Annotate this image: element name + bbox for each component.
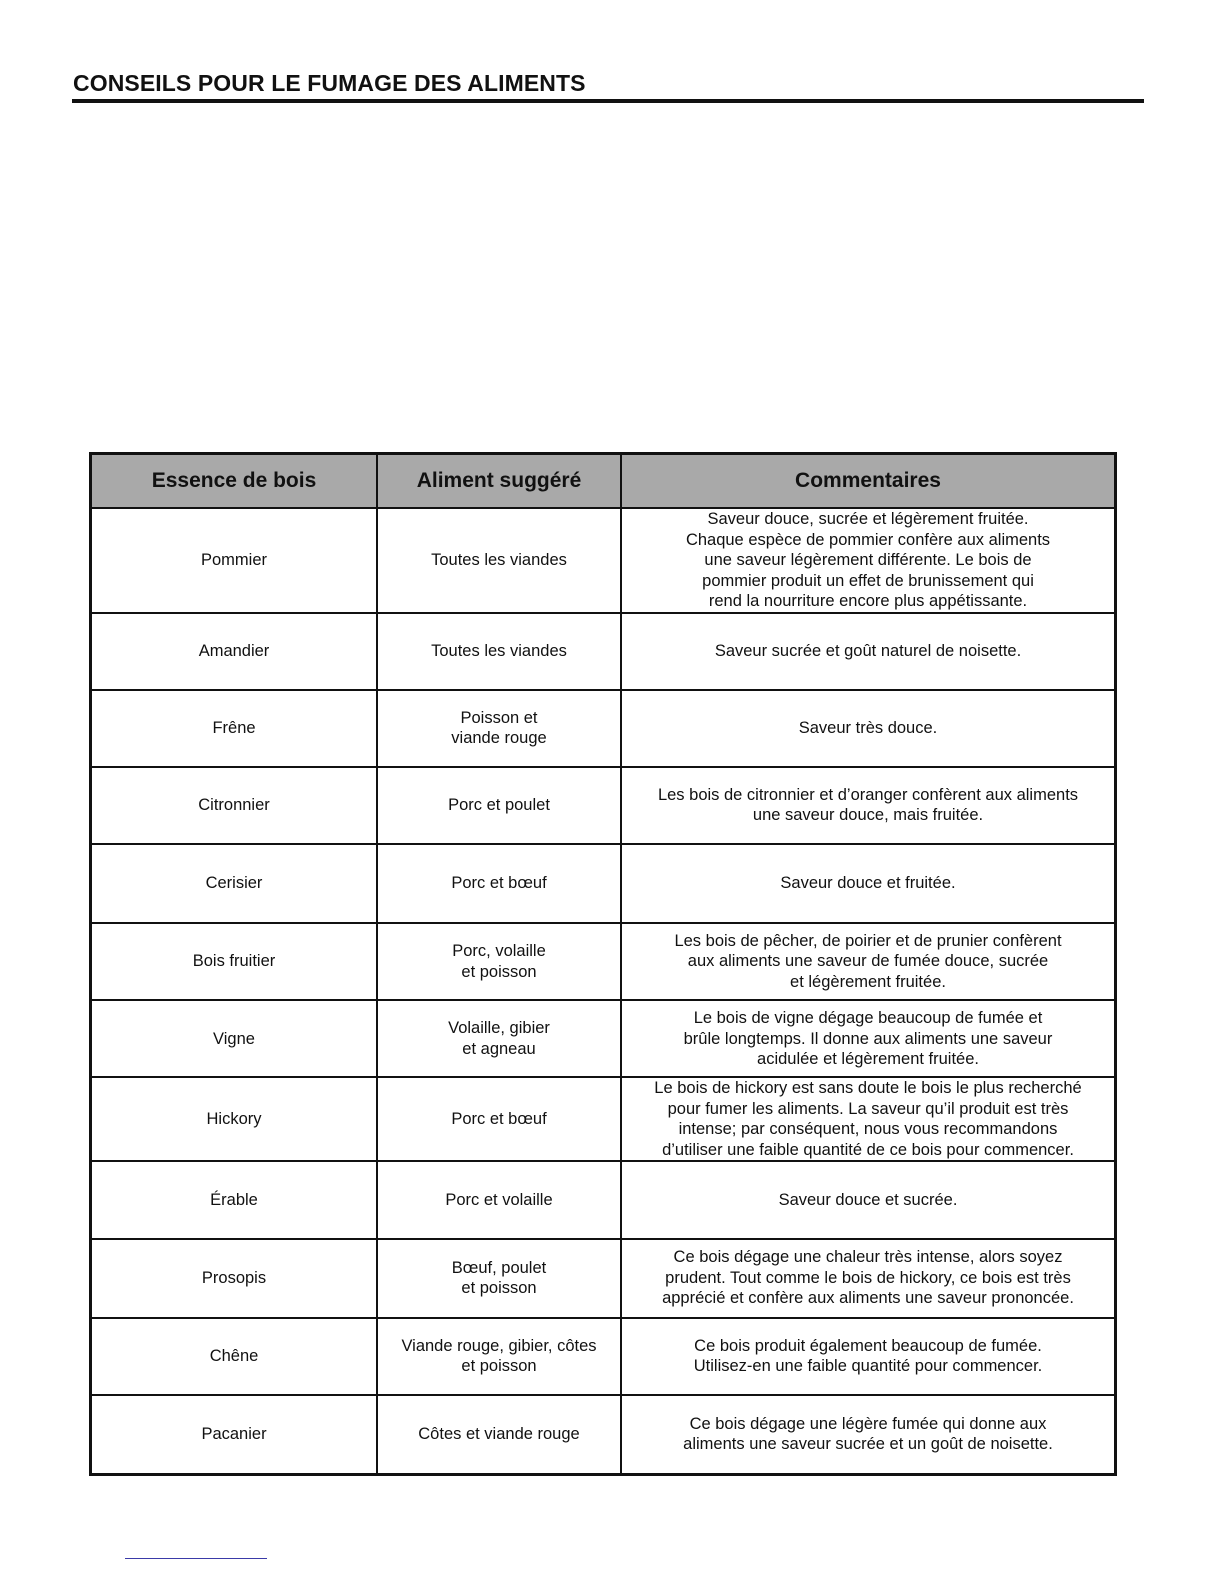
cell-food: Porc et bœuf [377,1077,621,1161]
header-comments: Commentaires [621,455,1114,508]
cell-comment: Le bois de hickory est sans doute le bois le plus recherché pour fumer les aliments. La saveur qu’il produit est très intense; par conséquent, nous vous recommandons d’utiliser une faible quantité de ce bois pour commencer. [621,1077,1114,1161]
table-row [92,1239,1114,1318]
cell-comment: Les bois de citronnier et d’oranger confèrent aux aliments une saveur douce, mais fruitée. [621,767,1114,844]
cell-comment: Ce bois produit également beaucoup de fumée. Utilisez-en une faible quantité pour commencer. [621,1318,1114,1395]
title-divider [72,99,1144,103]
table-row [92,1161,1114,1238]
cell-comment: Saveur très douce. [621,690,1114,767]
cell-wood: Chêne [92,1318,377,1395]
cell-comment: Le bois de vigne dégage beaucoup de fumée et brûle longtemps. Il donne aux aliments une saveur acidulée et légèrement fruitée. [621,1000,1114,1077]
cell-food: Viande rouge, gibier, côtes et poisson [377,1318,621,1395]
cell-comment: Ce bois dégage une chaleur très intense, alors soyez prudent. Tout comme le bois de hickory, ce bois est très apprécié et confère aux aliments une saveur prononcée. [621,1239,1114,1318]
table-row [92,1318,1114,1395]
cell-food: Poisson et viande rouge [377,690,621,767]
cell-wood: Hickory [92,1077,377,1161]
cell-wood: Amandier [92,613,377,690]
cell-comment: Saveur douce et fruitée. [621,844,1114,923]
cell-comment: Saveur douce, sucrée et légèrement fruitée. Chaque espèce de pommier confère aux aliments une saveur légèrement différente. Le bois de pommier produit un effet de brunissement qui rend la nourriture encore plus appétissante. [621,508,1114,613]
cell-food: Toutes les viandes [377,508,621,613]
cell-wood: Érable [92,1161,377,1238]
table-row [92,1395,1114,1473]
cell-food: Porc et poulet [377,767,621,844]
footnote-link-line [125,1558,267,1559]
cell-food: Porc et bœuf [377,844,621,923]
cell-wood: Vigne [92,1000,377,1077]
cell-wood: Pommier [92,508,377,613]
cell-food: Côtes et viande rouge [377,1395,621,1473]
cell-food: Toutes les viandes [377,613,621,690]
cell-wood: Cerisier [92,844,377,923]
header-suggested-food: Aliment suggéré [377,455,621,508]
cell-food: Porc et volaille [377,1161,621,1238]
cell-wood: Pacanier [92,1395,377,1473]
cell-food: Porc, volaille et poisson [377,923,621,1000]
cell-comment: Ce bois dégage une légère fumée qui donne aux aliments une saveur sucrée et un goût de noisette. [621,1395,1114,1473]
table-row [92,1000,1114,1077]
table-row [92,923,1114,1000]
cell-wood: Bois fruitier [92,923,377,1000]
page-title: CONSEILS POUR LE FUMAGE DES ALIMENTS [73,70,586,96]
table-header-row [92,455,1114,508]
table-row [92,508,1114,613]
cell-comment: Les bois de pêcher, de poirier et de prunier confèrent aux aliments une saveur de fumée douce, sucrée et légèrement fruitée. [621,923,1114,1000]
wood-species-table [89,452,1117,1476]
table-row [92,690,1114,767]
table-row [92,1077,1114,1161]
cell-comment: Saveur douce et sucrée. [621,1161,1114,1238]
cell-wood: Citronnier [92,767,377,844]
cell-food: Bœuf, poulet et poisson [377,1239,621,1318]
cell-comment: Saveur sucrée et goût naturel de noisette. [621,613,1114,690]
header-wood-species: Essence de bois [92,455,377,508]
cell-wood: Prosopis [92,1239,377,1318]
wood-table [92,455,1114,1473]
table-row [92,844,1114,923]
table-row [92,613,1114,690]
cell-food: Volaille, gibier et agneau [377,1000,621,1077]
cell-wood: Frêne [92,690,377,767]
table-row [92,767,1114,844]
